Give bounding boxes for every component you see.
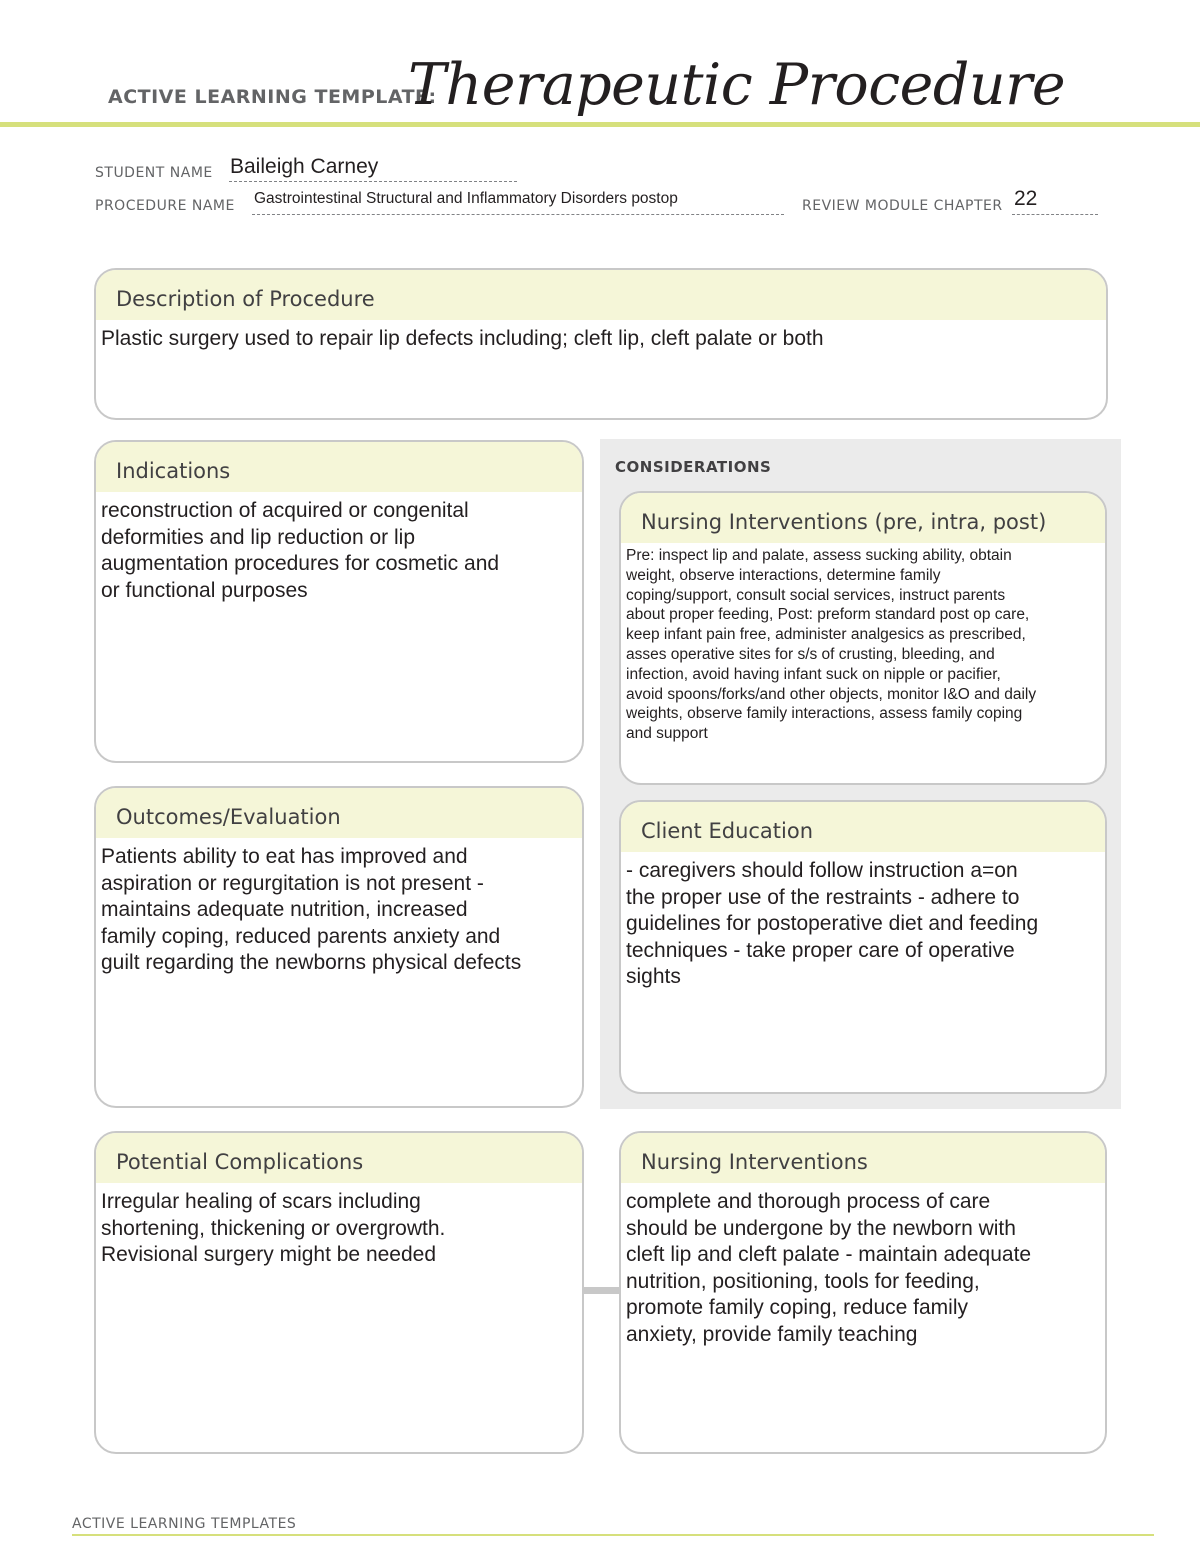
description-text[interactable]: Plastic surgery used to repair lip defects including; cleft lip, cleft palate or both — [101, 327, 824, 350]
description-card — [94, 268, 1108, 420]
footer-divider — [72, 1534, 1154, 1536]
template-label: ACTIVE LEARNING TEMPLATE: — [108, 86, 437, 108]
header-divider — [0, 122, 1200, 127]
page-title: Therapeutic Procedure — [408, 52, 1066, 118]
nursing-interventions-pre-intra-post-card — [619, 491, 1107, 785]
outcomes-text[interactable]: Patients ability to eat has improved and aspiration or regurgitation is not present - maintains adequate nutrition, increased family coping, reduced parents anxiety and guilt regarding the newborns physical defects — [101, 845, 522, 974]
client-education-text[interactable]: - caregivers should follow instruction a=on the proper use of the restraints - adhere to guidelines for postoperative diet and feeding techniques - take proper care of operative sights — [626, 859, 1039, 988]
procedure-name-label: PROCEDURE NAME — [95, 198, 235, 214]
indications-heading: Indications — [96, 442, 582, 492]
nursing-interventions-heading: Nursing Interventions — [621, 1133, 1105, 1183]
review-module-underline — [1012, 214, 1098, 215]
indications-text[interactable]: reconstruction of acquired or congenital deformities and lip reduction or lip augmentation procedures for cosmetic and or functional purposes — [101, 499, 500, 602]
student-name-label: STUDENT NAME — [95, 165, 213, 181]
student-name-underline — [229, 181, 517, 182]
nursing-interventions-pre-intra-post-text[interactable]: Pre: inspect lip and palate, assess sucking ability, obtain weight, observe interactions, determine family coping/support, consult social services, instruct parents about proper feeding, Post: preform standard post op care, keep infant pain free, administer analgesics as prescribed, asses operative sites for s/s of crusting, bleeding, and infection, avoid having infant suck on nipple or pacifier, avoid spoons/forks/and other objects, monitor I&O and daily weights, observe family interactions, assess family coping and support — [626, 547, 1037, 743]
footer-label: ACTIVE LEARNING TEMPLATES — [72, 1516, 297, 1532]
outcomes-heading: Outcomes/Evaluation — [96, 788, 582, 838]
indications-card — [94, 440, 584, 763]
procedure-name-field[interactable]: Gastrointestinal Structural and Inflammatory Disorders postop — [254, 190, 678, 207]
description-heading: Description of Procedure — [96, 270, 1106, 320]
nursing-interventions-card — [619, 1131, 1107, 1454]
card-connector — [584, 1287, 620, 1294]
review-module-label: REVIEW MODULE CHAPTER — [802, 198, 1003, 214]
outcomes-card — [94, 786, 584, 1108]
potential-complications-heading: Potential Complications — [96, 1133, 582, 1183]
client-education-heading: Client Education — [621, 802, 1105, 852]
nursing-interventions-pre-intra-post-heading: Nursing Interventions (pre, intra, post) — [621, 493, 1105, 543]
student-name-field[interactable]: Baileigh Carney — [230, 155, 379, 178]
potential-complications-text[interactable]: Irregular healing of scars including shortening, thickening or overgrowth. Revisional surgery might be needed — [101, 1190, 446, 1266]
potential-complications-card — [94, 1131, 584, 1454]
considerations-label: CONSIDERATIONS — [615, 458, 772, 476]
review-module-chapter-field[interactable]: 22 — [1014, 187, 1038, 210]
procedure-name-underline — [252, 214, 784, 215]
client-education-card — [619, 800, 1107, 1094]
nursing-interventions-text[interactable]: complete and thorough process of care should be undergone by the newborn with cleft lip and cleft palate - maintain adequate nutrition, positioning, tools for feeding, promote family coping, reduce family anxiety, provide family teaching — [626, 1190, 1032, 1346]
